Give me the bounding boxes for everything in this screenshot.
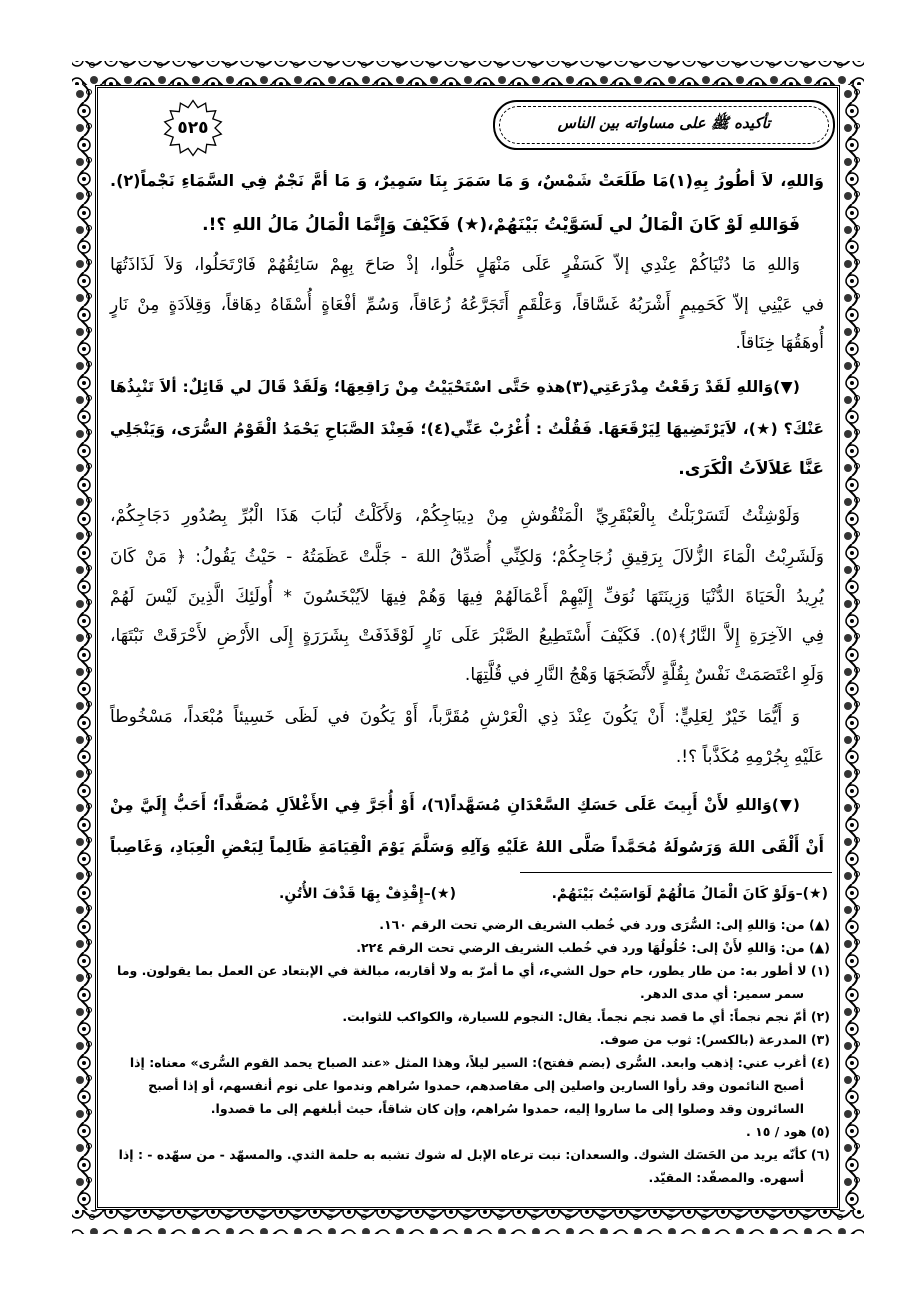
text-line: وَاللهِ مَا دُنْيَاكُمْ عِنْدِي إلاّ كَسَفْرٍ عَلَى مَنْهَلٍ حَلُّوا، إذْ صَاحَ بِهِمْ سَائِقُهُمْ فَارْتَحَلُوا، وَلاَ لَذَاذَتُهَا — [110, 255, 800, 275]
text-line: عَلَيْهِ بِجُرْمِهِ مُكَذَّباً ؟!. — [675, 747, 824, 767]
footnote: (٢) أمّ نجم نجماً: أي ما قصد نجم نجماً. يقال: النجوم للسيارة، والكواكب للثوابت. — [342, 1009, 830, 1024]
footnotes — [108, 913, 830, 1189]
text-line: (▼)وَاللهِ لَقَدْ رَقَعْتُ مِدْرَعَتِي(٣)هذهِ حَتَّى اسْتَحْيَيْتُ مِنْ رَاقِعِهَا؛ وَلَقَدْ قَالَ لي قَائِلٌ: ألاَ تَنْبِذُهَا — [110, 378, 800, 396]
star-note: (★)–إِقْذِفْ بِهَا قَذْفَ الأُتُنِ. — [279, 886, 456, 902]
footnote: (▲) من: وَاللهِ إلى: السُّرَى ورد في خُطب الشريف الرضي تحت الرقم ١٦٠. — [379, 917, 830, 932]
footnote: (٤) أغرب عني: إذهب وابعد. السُّرى (بضم ففتح): السير ليلاً، وهذا المثل «عند الصباح يحمد القوم السُّرى» معناه: إذا أصبح النائمون وقد رأوا السارين واصلين إلى مقاصدهم، حمدوا سُراهم وندموا على نوم أنفسهم، أو إذا أصبح السائرون وقد وصلوا إلى ما ساروا إليه، حمدوا سُراهم، وإن كان شاقاً، حيث أبلغهم إلى ما قصدوا. — [129, 1055, 830, 1116]
page-number: ٥٢٥ — [177, 118, 209, 138]
text-line: وَ أَيُّمَا خَيْرٌ لِعَلِيٍّ: أَنْ يَكُونَ عِنْدَ ذِي الْعَرْشِ مُقَرَّباً، أَوْ يَكُونَ في لَظَى خَسِيئاً مُبْعَداً، مَسْخُوطاً — [110, 707, 800, 727]
text-line: فَوَاللهِ لَوْ كَانَ الْمَالُ لي لَسَوَّيْتُ بَيْنَهُمْ،(★) فَكَيْفَ وَإِنَّمَا الْمَالُ مَالُ اللهِ ؟!. — [202, 215, 800, 235]
chapter-heading-box — [493, 100, 835, 150]
star-note: (★)–وَلَوْ كَانَ الْمَالُ مَالُهُمْ لَوَاسَيْتُ بَيْنَهُمْ. — [551, 886, 828, 902]
text-line: عَنَّا عَلاَلاَتُ الْكَرَى. — [678, 459, 824, 479]
text-line: أُوهَقُهَا خِنَاقاً. — [735, 333, 824, 353]
text-line: وَلَوْشِئْتُ لَتَسَرْبَلْتُ بِالْعَبْقَرِيِّ الْمَنْقُوشِ مِنْ دِيبَاجِكُمْ، وَلأَكَلْتُ لُبَابَ هَذَا الْبُرِّ بِصُدُورِ دَجَاجِكُمْ، — [110, 506, 800, 526]
chapter-heading: تأكيده ﷺ على مساواته بين الناس — [557, 114, 771, 132]
text-line: وَاللهِ، لاَ أطُورُ بِهِ(١)مَا طَلَعَتْ شَمْسٌ، وَ مَا سَمَرَ بِنَا سَمِيرٌ، وَ مَا أمَّ نَجْمٌ فِي السَّمَاءِ نَجْماً(٢). — [110, 171, 824, 190]
text-line: فِي الآخِرَةِ إِلاَّ النَّارُ﴾(٥). فَكَيْفَ أَسْتَطِيعُ الصَّبْرَ عَلَى نَارٍ لَوْقَذَفَتْ بِشَرَرَةٍ إِلَى الأَرْضِ لأَحْرَقَتْ نَبْتَهَا، — [110, 626, 825, 646]
text-line: وَلَشَرِبْتُ الْمَاءَ الزُّلاَلَ بِرَقِيقِ زُجَاجِكُمْ؛ وَلكِنِّي أُصَدِّقُ اللهَ - جَلَّتْ عَظَمَتُهُ - حَيْثُ يَقُولُ: ﴿ مَنْ كَانَ — [110, 547, 824, 567]
footnote: (٥) هود / ١٥ . — [746, 1124, 830, 1139]
text-line: (▼)وَاللهِ لأَنْ أَبِيتَ عَلَى حَسَكِ السَّعْدَانِ مُسَهَّداً(٦)، أَوْ أُجَرَّ فِي الأَغْلاَلِ مُصَفَّداً؛ أَحَبُّ إِلَيَّ مِنْ — [110, 796, 800, 814]
text-line: عَنْكَ؟ (★)، لاَيَرْتَضِيهَا لِيَرْقَعَهَا. فَقُلْتُ : أُغْرُبْ عَنِّي(٤)؛ فَعِنْدَ الصَّبَاحِ يَحْمَدُ الْقَوْمُ السُّرَى، وَيَنْجَلِي — [110, 420, 824, 438]
text-line: وَلَوِ اعْتَصَمَتْ نَفْسٌ بِقُلَّةٍ لأَنْضَجَهَا وَهْجُ النَّارِ في قُلَّتِهَا. — [464, 665, 824, 685]
footnote: (▲) من: وَاللهِ لأَنْ إلى: حُلُولُهَا ورد في خُطب الشريف الرضي تحت الرقم ٢٢٤. — [356, 940, 830, 955]
text-line: في عَيْنِي إلاّ كَحَمِيمٍ أَشْرَبُهُ غَسَّاقاً، وَعَلْقَمٍ أَتَجَرَّعُهُ زُعَاقاً، وَسُمِّ أفْعَاةٍ أُسْقَاهُ دِهَاقاً، وَقِلاَدَةٍ مِنْ نَارٍ — [110, 295, 824, 315]
footnote: (٣) المدرعة (بالكسر): ثوب من صوف. — [599, 1032, 830, 1047]
text-line: أَنْ أَلْقَى اللهَ وَرَسُولَهُ مُحَمَّداً صَلَّى اللهُ عَلَيْهِ وَآلِهِ وَسَلَّمَ يَوْمَ الْقِيَامَةِ ظَالِماً لِبَعْضِ الْعِبَادِ، وَغَاصِباً — [110, 838, 824, 856]
footnote-separator — [520, 872, 832, 873]
footnote: (٦) كأنّه يريد من الحَسَك الشوك. والسعدان: نبت ترعاه الإبل له شوك تشبه به حلمة الثدي. والمسهّد - من سهّده - : إذا أسهره. والمصفّد: المقيّد. — [118, 1147, 830, 1185]
footnote: (١) لا أطور به: من طار يطور، حام حول الشيء، أي ما أمرّ به ولا أقاربه، مبالغة في الإبتعاد عن العمل بما يقولون. وما سمر سمير: أي مدى الدهر. — [117, 963, 830, 1001]
text-line: يُرِيدُ الْحَيَاةَ الدُّنْيَا وَزِينَتَهَا نُوَفِّ إِلَيْهِمْ أَعْمَالَهُمْ فِيهَا وَهُمْ فِيهَا لاَيُبْخَسُونَ * أُولَئِكَ الَّذِينَ لَيْسَ لَهُمْ — [110, 587, 824, 607]
